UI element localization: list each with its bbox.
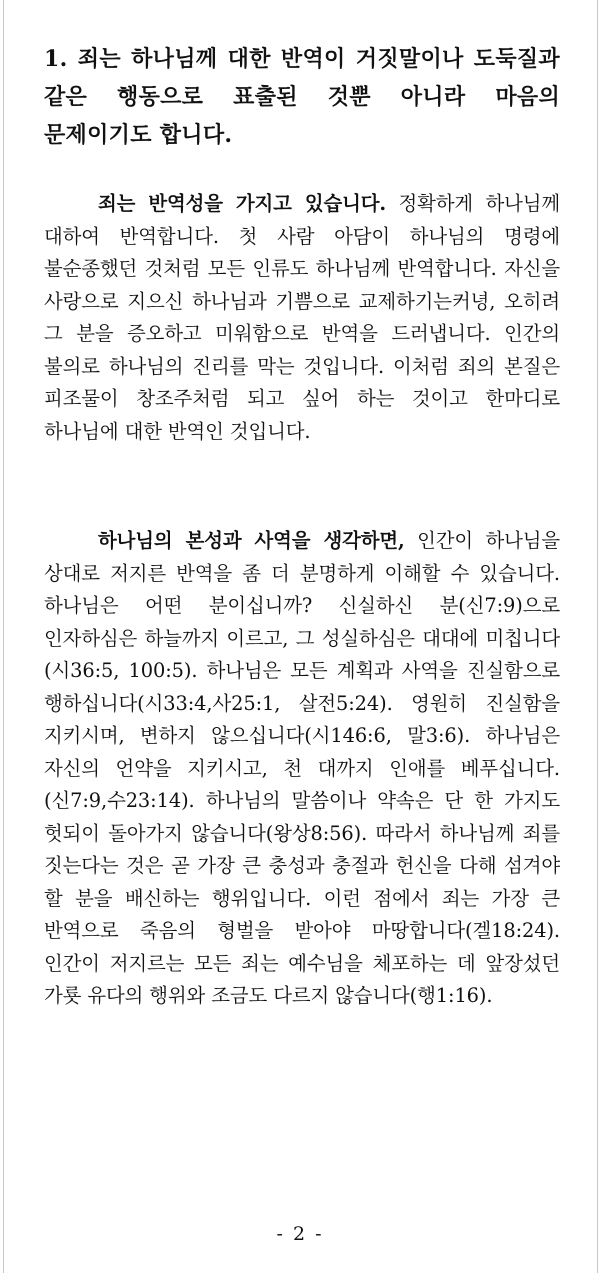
paragraph-body: 인간이 하나님을 상대로 저지른 반역을 좀 더 분명하게 이해할 수 있습니다. 하나님은 어떤 분이십니까? 신실하신 분(신7:9)으로 인자하심은 하늘까지 이르고, 그 성실하심은 대대에 미칩니다(시36:5, 100:5). 하나님은 모든 계획과 사역을 진실함으로 행하십니다(시33:4,사25:1, 살전5:24). 영원히 진실함을 지키시며, 변하지 않으십니다(시146:6, 말3:6). 하나님은 자신의 언약을 지키시고, 천 대까지 인애를 베푸십니다.(신7:9,수23:14). 하나님의 말씀이나 약속은 단 한 가지도 헛되이 돌아가지 않습니다(왕상8:56). 따라서 하나님께 죄를 짓는다는 것은 곧 가장 큰 충성과 충절과 헌신을 다해 섬겨야 할 분을 배신하는 행위입니다. 이런 점에서 죄는 가장 큰 반역으로 죽음의 형벌을 받아야 마땅합니다(겔18:24). 인간이 저지르는 모든 죄는 예수님을 체포하는 데 앞장섰던 가룟 유다의 행위와 조금도 다르지 않습니다(행1:16). [44, 529, 561, 1007]
paragraph-lead: 죄는 반역성을 가지고 있습니다. [98, 192, 387, 215]
page-number: - 2 - [276, 1223, 324, 1245]
page-right-border [597, 0, 598, 1273]
page-left-border [3, 0, 4, 1273]
section-heading: 1. 죄는 하나님께 대한 반역이 거짓말이나 도둑질과 같은 행동으로 표출된 것뿐 아니라 마음의 문제이기도 합니다. [44, 46, 560, 148]
paragraph-rebellion [44, 188, 560, 448]
paragraph-gods-nature [44, 525, 560, 1013]
paragraph-lead: 하나님의 본성과 사역을 생각하면, [98, 529, 405, 552]
paragraph-body: 정확하게 하나님께 대하여 반역합니다. 첫 사람 아담이 하나님의 명령에 불순종했던 것처럼 모든 인류도 하나님께 반역합니다. 자신을 사랑으로 지으신 하나님과 기쁨으로 교제하기는커녕, 오히려 그 분을 증오하고 미워함으로 반역을 드러냅니다. 인간의 불의로 하나님의 진리를 막는 것입니다. 이처럼 죄의 본질은 피조물이 창조주처럼 되고 싶어 하는 것이고 한마디로 하나님에 대한 반역인 것입니다. [44, 192, 560, 443]
